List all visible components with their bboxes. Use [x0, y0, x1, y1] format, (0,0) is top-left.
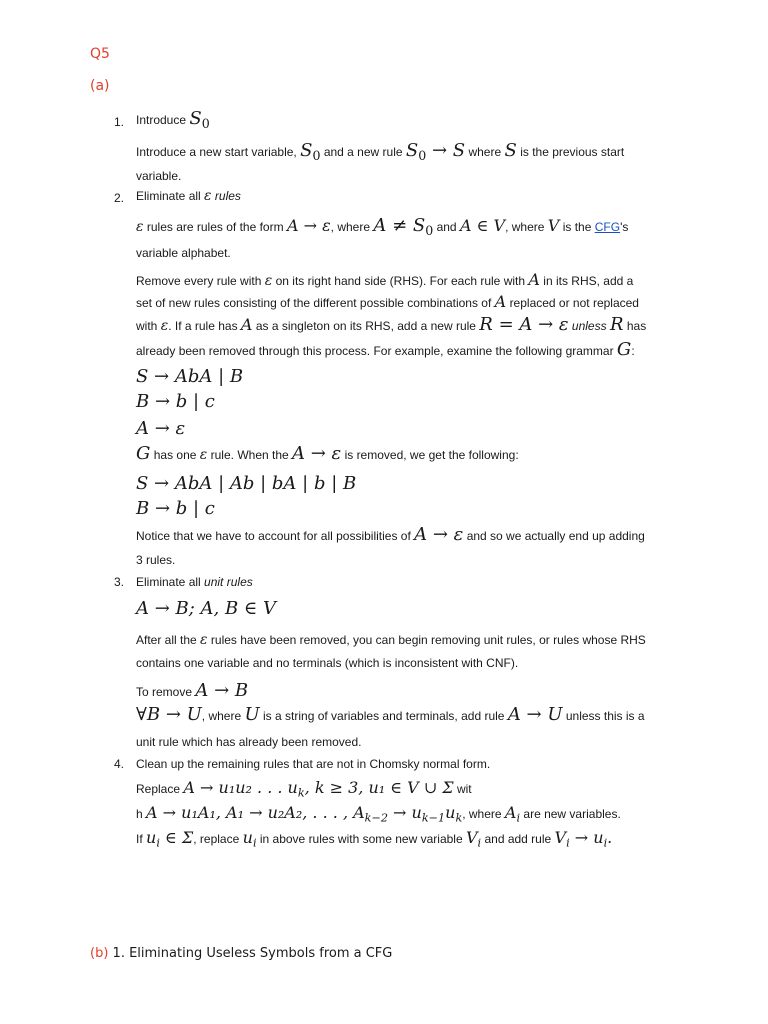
step-2-para-2-line-3: with ε. If a rule has A as a singleton on its RHS, add a new rule R = A → ε unless R has: [136, 314, 647, 335]
unit-rule-formula: A → B; A, B ∈ V: [136, 598, 276, 619]
step-3-para-3: ∀B → U, where U is a string of variables and terminals, add rule A → U unless this is a: [136, 704, 645, 725]
step-2-para-2-line-2: set of new rules consisting of the different possible combinations of A replaced or not replaced: [136, 292, 639, 311]
step-3-para-1-end: contains one variable and no terminals (which is inconsistent with CNF).: [136, 656, 519, 670]
step-2-number: 2.: [113, 191, 124, 205]
result-rule-b: B → b | c: [136, 498, 215, 519]
part-b: [90, 946, 392, 961]
step-2-title: Eliminate all ε rules: [136, 188, 241, 204]
s0-symbol: $S_0$: [189, 108, 210, 131]
step-2-para-4-end: 3 rules.: [136, 553, 176, 567]
part-a-label: (a): [90, 78, 110, 94]
step-1-label: Introduce: [136, 113, 187, 127]
step-2-para-1-end: variable alphabet.: [136, 246, 231, 260]
step-3-para-1: After all the ε rules have been removed, you can begin removing unit rules, or rules whose RHS: [136, 632, 646, 648]
step-3-para-2: To remove A → B: [136, 680, 249, 701]
question-label: Q5: [90, 46, 110, 62]
cfg-link[interactable]: CFG: [594, 220, 621, 234]
step-3-title: Eliminate all unit rules: [136, 575, 253, 589]
grammar-rule-b: B → b | c: [136, 391, 215, 412]
step-4-line-3: If $u_i$ ∈ Σ, replace $u_i$ in above rules with some new variable $V_i$ and add rule $V_i \to u_i$.: [136, 828, 613, 850]
part-b-text: 1. Eliminating Useless Symbols from a CFG: [112, 946, 393, 961]
step-1-body-end: variable.: [136, 169, 182, 183]
grammar-rule-s: S → AbA | B: [136, 366, 244, 387]
step-4-number: 4.: [113, 757, 124, 771]
step-4-title: Clean up the remaining rules that are not in Chomsky normal form.: [136, 757, 491, 771]
step-1-body: Introduce a new start variable, $S_0$ and a new rule $S_0 \to S$ where S is the previous start: [136, 140, 625, 163]
step-2-para-2-line-4: already been removed through this process. For example, examine the following grammar G:: [136, 339, 635, 360]
step-2-para-3: G has one ε rule. When the A → ε is removed, we get the following:: [136, 443, 519, 464]
step-1-title: [136, 108, 210, 131]
step-3-number: 3.: [113, 575, 124, 589]
grammar-rule-a: A → ε: [136, 418, 186, 439]
step-2-para-2-line-1: Remove every rule with ε on its right hand side (RHS). For each rule with A in its RHS, add a: [136, 270, 634, 289]
step-4-line-1: Replace A → u₁u₂ . . . $u_k$, k ≥ 3, u₁ ∈ V ∪ Σ wit: [136, 778, 472, 800]
step-1-number: 1.: [113, 115, 124, 129]
step-2-para-4: Notice that we have to account for all possibilities of A → ε and so we actually end up adding: [136, 524, 645, 545]
result-rule-s: S → AbA | Ab | bA | b | B: [136, 473, 357, 494]
step-3-para-3-end: unit rule which has already been removed.: [136, 735, 362, 749]
step-2-para-1: ε rules are rules of the form A → ε, where $A \ne S_0$ and A ∈ V, where V is the CFG's: [136, 215, 629, 238]
part-b-label: (b): [90, 946, 109, 961]
step-4-line-2: h A → u₁A₁, A₁ → u₂A₂, . . . , $A_{k-2} \to u_{k-1}u_k$, where $A_i$ are new variables.: [136, 803, 621, 825]
